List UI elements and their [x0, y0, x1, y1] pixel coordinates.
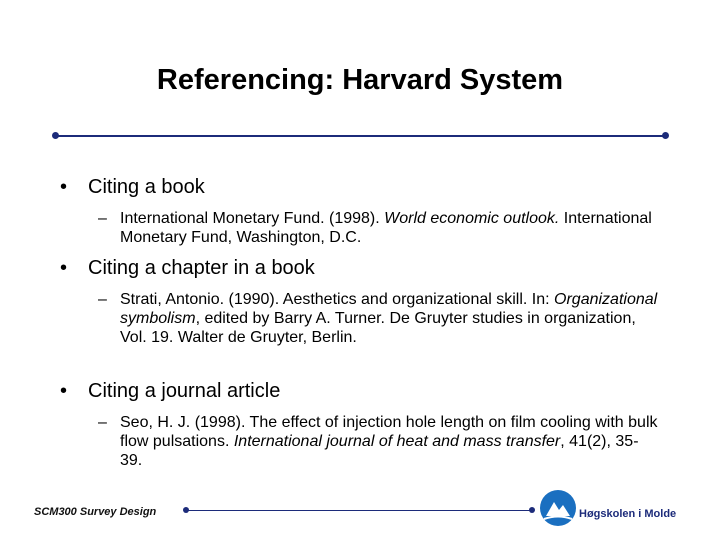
heading-citing-book: Citing a book [88, 176, 205, 198]
entry-book-title: World economic outlook. [384, 210, 560, 227]
footer-right-dot [529, 507, 535, 513]
entry-chapter-text: Strati, Antonio. (1990). Aesthetics and organizational skill. In: [120, 291, 555, 308]
entry-journal-title: International journal of heat and mass transfer [233, 433, 561, 450]
entry-journal-publisher: , 41(2), 35-39. [120, 433, 639, 469]
footer-course: SCM300 Survey Design [34, 506, 157, 518]
bullet-icon: • [60, 176, 68, 198]
bullet-citing-journal [60, 380, 280, 403]
entry-chapter-publisher: , edited by Barry A. Turner. De Gruyter studies in organization, Vol. 19. Walter de Gruyter, Berlin. [120, 310, 636, 346]
heading-citing-chapter: Citing a chapter in a book [88, 257, 315, 279]
dash-icon: – [98, 291, 107, 308]
dash-icon: – [98, 210, 107, 227]
heading-citing-journal: Citing a journal article [88, 380, 281, 402]
entry-book-publisher: International Monetary Fund, Washington, D.C. [120, 210, 652, 246]
bullet-citing-chapter [60, 257, 315, 280]
college-logo-icon [540, 490, 576, 526]
entry-chapter-title: Organizational symbolism [120, 291, 658, 327]
college-name: Høgskolen i Molde [579, 508, 677, 520]
footer-left-dot [183, 507, 189, 513]
footer-divider [186, 510, 532, 511]
divider-right-dot [662, 132, 669, 139]
entry-journal [98, 413, 658, 470]
entry-journal-text: Seo, H. J. (1998). The effect of injection hole length on film cooling with bulk flow pulsations. [120, 414, 658, 450]
dash-icon: – [98, 414, 107, 431]
divider-left-dot [52, 132, 59, 139]
entry-book-text: International Monetary Fund. (1998). [120, 210, 385, 227]
slide-title: Referencing: Harvard System [156, 64, 564, 96]
entry-book [98, 209, 658, 247]
title-divider [56, 135, 666, 137]
bullet-icon: • [60, 257, 68, 279]
bullet-icon: • [60, 380, 68, 402]
bullet-citing-book [60, 176, 205, 199]
entry-chapter [98, 290, 658, 347]
